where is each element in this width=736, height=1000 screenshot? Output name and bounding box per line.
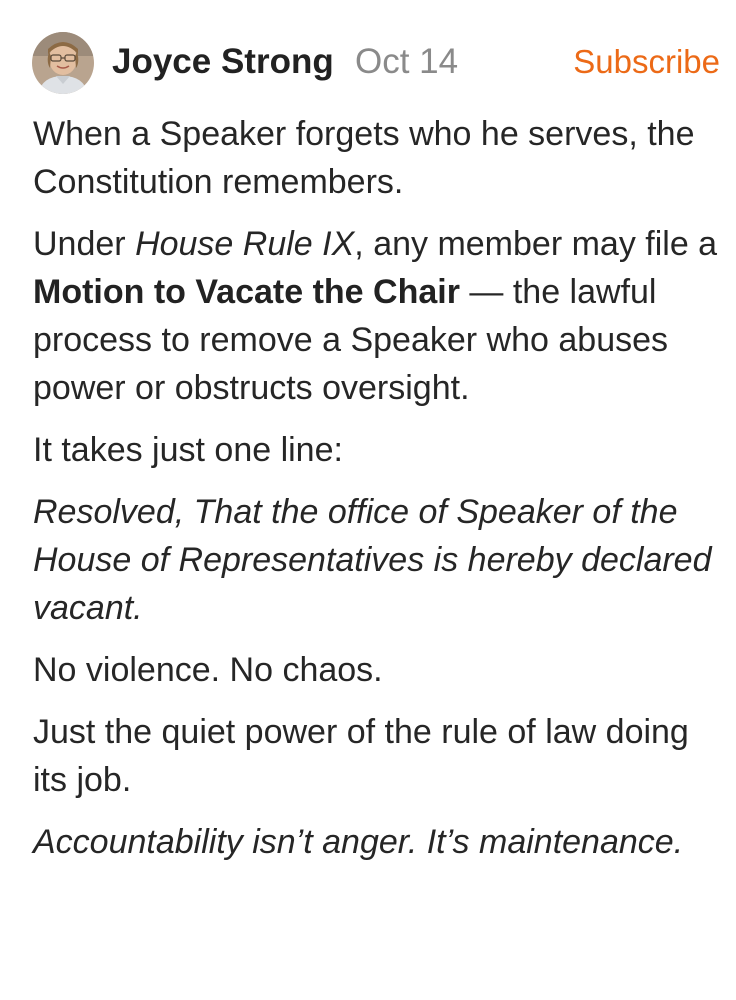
paragraph-2 [33,220,723,412]
motion-to-vacate: Motion to Vacate the Chair [33,273,460,311]
paragraph-6: Just the quiet power of the rule of law doing its job. [33,713,689,799]
user-avatar-icon [32,32,94,94]
paragraph-2-mid: , any member may file a [354,225,718,263]
subscribe-button[interactable]: Subscribe [573,43,720,80]
post-header [32,32,720,94]
closing-line [33,818,723,866]
resolution-text: Resolved, That the office of Speaker of the House of Representatives is hereby declared vacant. [33,493,712,627]
author-name[interactable]: Joyce Strong [112,42,334,81]
post-body [33,110,723,880]
paragraph-3: It takes just one line: [33,431,343,469]
paragraph-5: No violence. No chaos. [33,651,383,689]
paragraph-2-suffix: — the lawful process to remove a Speaker who abuses power or obstructs oversight. [33,273,669,407]
paragraph-1: When a Speaker forgets who he serves, the Constitution remembers. [33,115,695,201]
house-rule-reference: House Rule IX [135,225,355,263]
paragraph-2-prefix: Under [33,225,136,263]
avatar[interactable] [32,32,94,94]
post-date: Oct 14 [355,42,459,81]
closing-text: Accountability isn’t anger. It’s maintenance. [33,823,684,861]
resolution-quote [33,488,723,632]
